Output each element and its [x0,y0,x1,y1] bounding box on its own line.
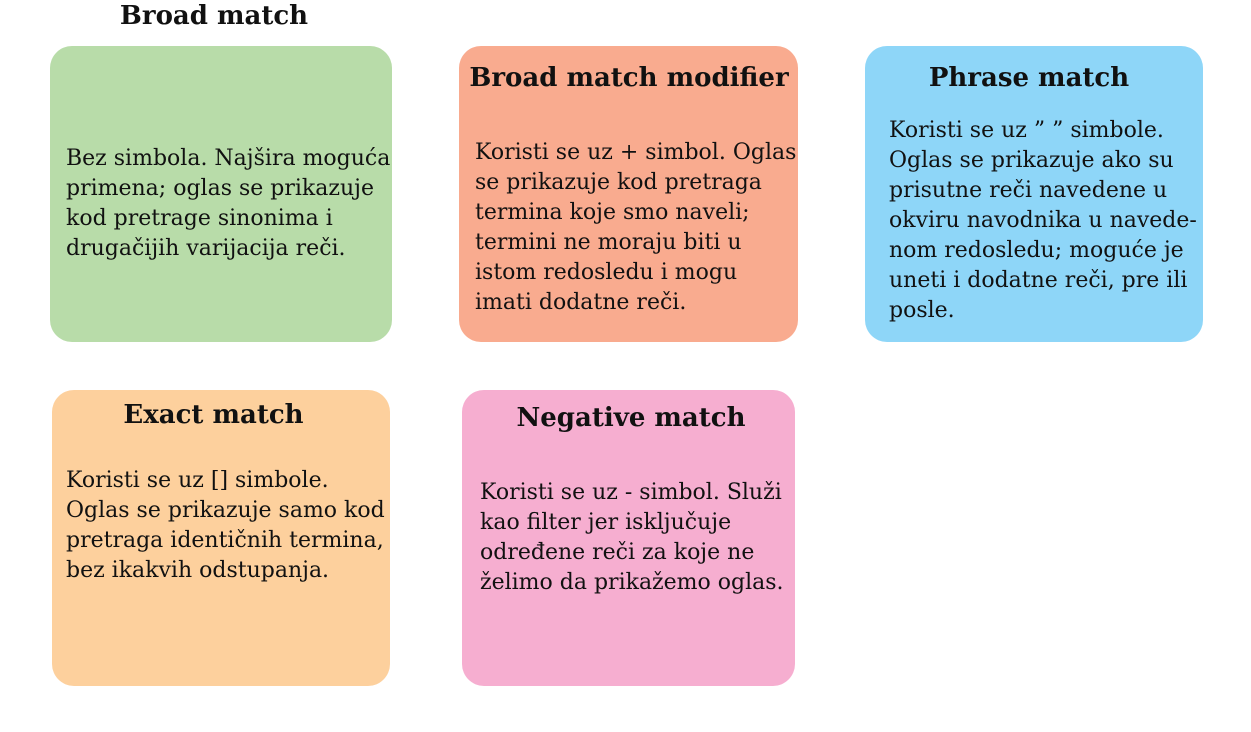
card-broad-match-modifier [459,46,798,342]
card-title: Phrase match [928,63,1130,93]
card-phrase-match [865,46,1203,342]
card-description: Bez simbola. Najšira moguća primena; oglas se prikazuje kod pretrage sinonima i drugačijih varijacija reči. [66,146,391,261]
card-exact-match [52,390,390,686]
card-title: Broad match modifier [469,63,789,93]
card-description: Koristi se uz - simbol. Služi kao filter jer isključuje određene reči za koje ne želimo da prikažemo oglas. [480,480,784,595]
card-negative-match [462,390,795,686]
card-description: Koristi se uz [] simbole. Oglas se prikazuje samo kod pretraga identičnih termina, bez ikakvih odstupanja. [66,468,385,583]
card-description: Koristi se uz + simbol. Oglas se prikazuje kod pretraga termina koje smo naveli; termini ne moraju biti u istom redosledu i mogu imati dodatne reči. [475,140,797,315]
card-broad-match [50,1,392,342]
card-title: Negative match [516,403,746,433]
card-description: Koristi se uz ” ” simbole. Oglas se prikazuje ako su prisutne reči navedene u okviru navodnika u navede- nom redosledu; moguće je uneti i dodatne reči, pre ili posle. [889,118,1197,323]
card-title: Exact match [123,400,304,430]
card-title: Broad match [119,1,309,31]
